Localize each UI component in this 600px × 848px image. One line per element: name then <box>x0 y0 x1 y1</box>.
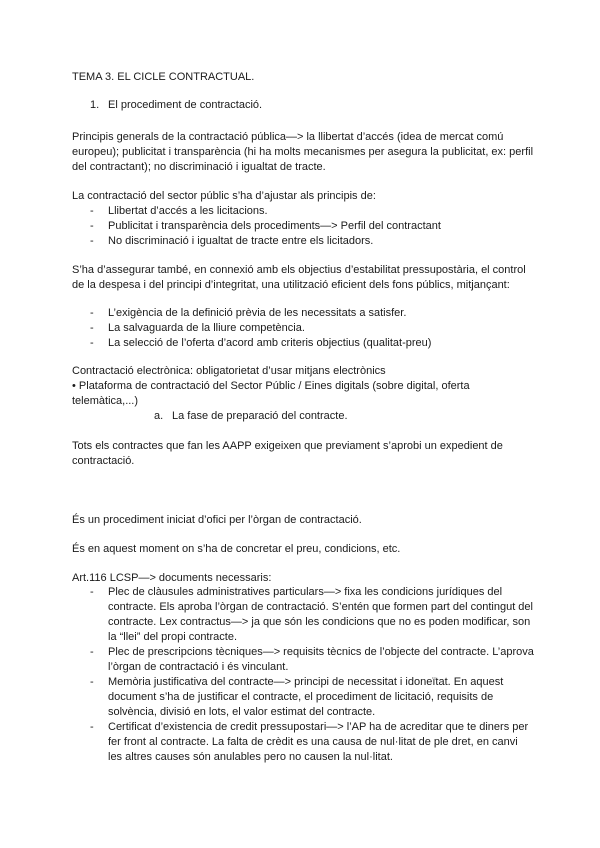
list-item: - Plec de clàusules administratives particulars—> fixa les condicions jurídiques del contracte. Els aproba l’òrgan de contractació. S’entén que formen part del contingut del contracte. Lex contractus—> ja que són les condicions que no es poden modificar, son la “llei” del propi contracte. <box>90 585 534 645</box>
paragraph-estabilitat: S’ha d’assegurar també, en connexió amb els objectius d’estabilitat pressupostària, el control de la despesa i del principi d’integritat, una utilització eficient dels fons públics, mitjançant: <box>72 264 526 291</box>
paragraph-expedient: Tots els contractes que fan les AAPP exigeixen que previament s’aprobi un expedient de contractació. <box>72 440 503 467</box>
list-item: - La selecció de l’oferta d’acord amb criteris objectius (qualitat-preu) <box>90 336 534 351</box>
list-estabilitat <box>90 306 534 351</box>
list-item: - Llibertat d’accés a les licitacions. <box>90 204 534 219</box>
list-item: - La salvaguarda de la lliure competència. <box>90 321 534 336</box>
subsection-letter: a. <box>154 410 164 422</box>
paragraph-plataforma: • Plataforma de contractació del Sector Públic / Eines digitals (sobre digital, oferta telemàtica,...) <box>72 380 470 407</box>
paragraph-procediment: És un procediment iniciat d’ofici per l’òrgan de contractació. <box>72 514 362 526</box>
section-title: El procediment de contractació. <box>108 99 263 111</box>
list-item: - Plec de prescripcions tècniques—> requisits tècnics de l’objecte del contracte. L’aprova l’òrgan de contractació i és vinculant. <box>90 645 534 675</box>
list-item: - Certificat d’existencia de credit pressupostari—> l’AP ha de acreditar que te diners per fer front al contracte. La falta de crèdit es una causa de nul·litat de ple dret, en canvi les altres causes són anulables pero no causen la nul·litat. <box>90 720 534 765</box>
paragraph-moment: És en aquest moment on s’ha de concretar el preu, condicions, etc. <box>72 543 401 555</box>
section-heading <box>90 98 262 113</box>
subsection-title: La fase de preparació del contracte. <box>172 410 348 422</box>
document-title: TEMA 3. EL CICLE CONTRACTUAL. <box>72 71 255 83</box>
list-item: - Memòria justificativa del contracte—> principi de necessitat i idoneïtat. En aquest document s’ha de justificar el contracte, el procediment de licitació, requisits de solvència, divisió en lots, el valor estimat del contracte. <box>90 675 534 720</box>
paragraph-principis: Principis generals de la contractació pública—> la llibertat d’accés (idea de mercat comú europeu); publicitat i transparència (hi ha molts mecanismes per asegura la publicitat, ex: perfil del contractant); no discriminació i igualtat de tracte. <box>72 131 534 173</box>
paragraph-electronica: Contractació electrònica: obligatorietat d’usar mitjans electrònics <box>72 365 386 377</box>
list-documents <box>90 585 534 765</box>
list-item: - Publicitat i transparència dels procediments—> Perfil del contractant <box>90 219 534 234</box>
list-item: - L’exigència de la definició prèvia de les necessitats a satisfer. <box>90 306 534 321</box>
list-sector <box>90 204 534 249</box>
paragraph-sector-intro: La contractació del sector públic s’ha d’ajustar als principis de: <box>72 190 376 202</box>
list-item: - No discriminació i igualtat de tracte entre els licitadors. <box>90 234 534 249</box>
subsection-heading <box>154 409 348 424</box>
section-number: 1. <box>90 99 100 111</box>
paragraph-art116: Art.116 LCSP—> documents necessaris: <box>72 572 272 584</box>
